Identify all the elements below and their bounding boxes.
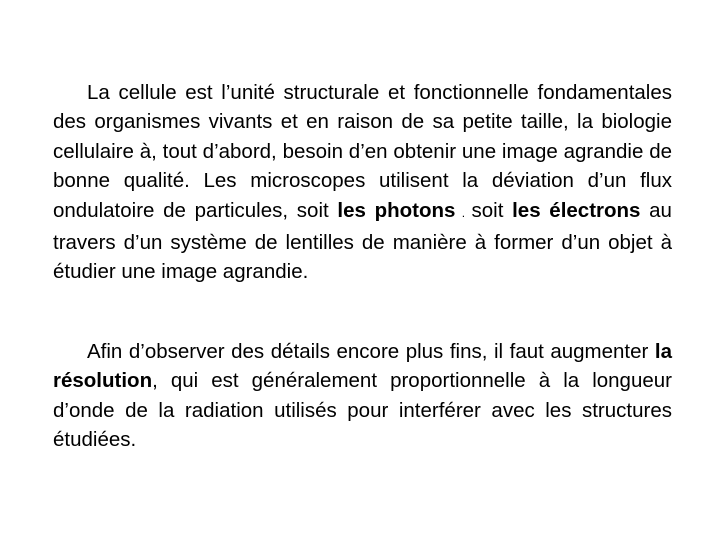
paragraph-2 — [53, 337, 672, 455]
term-electrons: les électrons — [512, 198, 641, 222]
paragraph-1-text-a: La cellule est l’unité structurale et fonctionnelle fondamentales des organismes vivants et en raison de sa petite taille, la biologie cellulaire à, tout d’abord, besoin d’en obtenir une image agrandie de bonne qualité. Les microscopes utilisent la déviation d’un flux ondulatoire de particules, soit — [53, 81, 672, 222]
separator-dot: . — [455, 205, 472, 220]
paragraph-1 — [53, 78, 672, 287]
term-photons: les photons — [337, 198, 456, 222]
paragraph-2-text-a: Afin d’observer des détails encore plus fins, il faut augmenter — [87, 340, 655, 363]
paragraph-2-text-b: , qui est généralement proportionnelle à la longueur d’onde de la radiation utilisés pour interférer avec les structures étudiées. — [53, 369, 672, 452]
paragraph-1-text-b: soit — [471, 198, 513, 222]
paragraph-1-text-c: au travers d’un système de lentilles de manière à former d’un objet à étudier une image agrandie. — [53, 198, 672, 284]
term-resolution: la résolution — [53, 340, 672, 393]
